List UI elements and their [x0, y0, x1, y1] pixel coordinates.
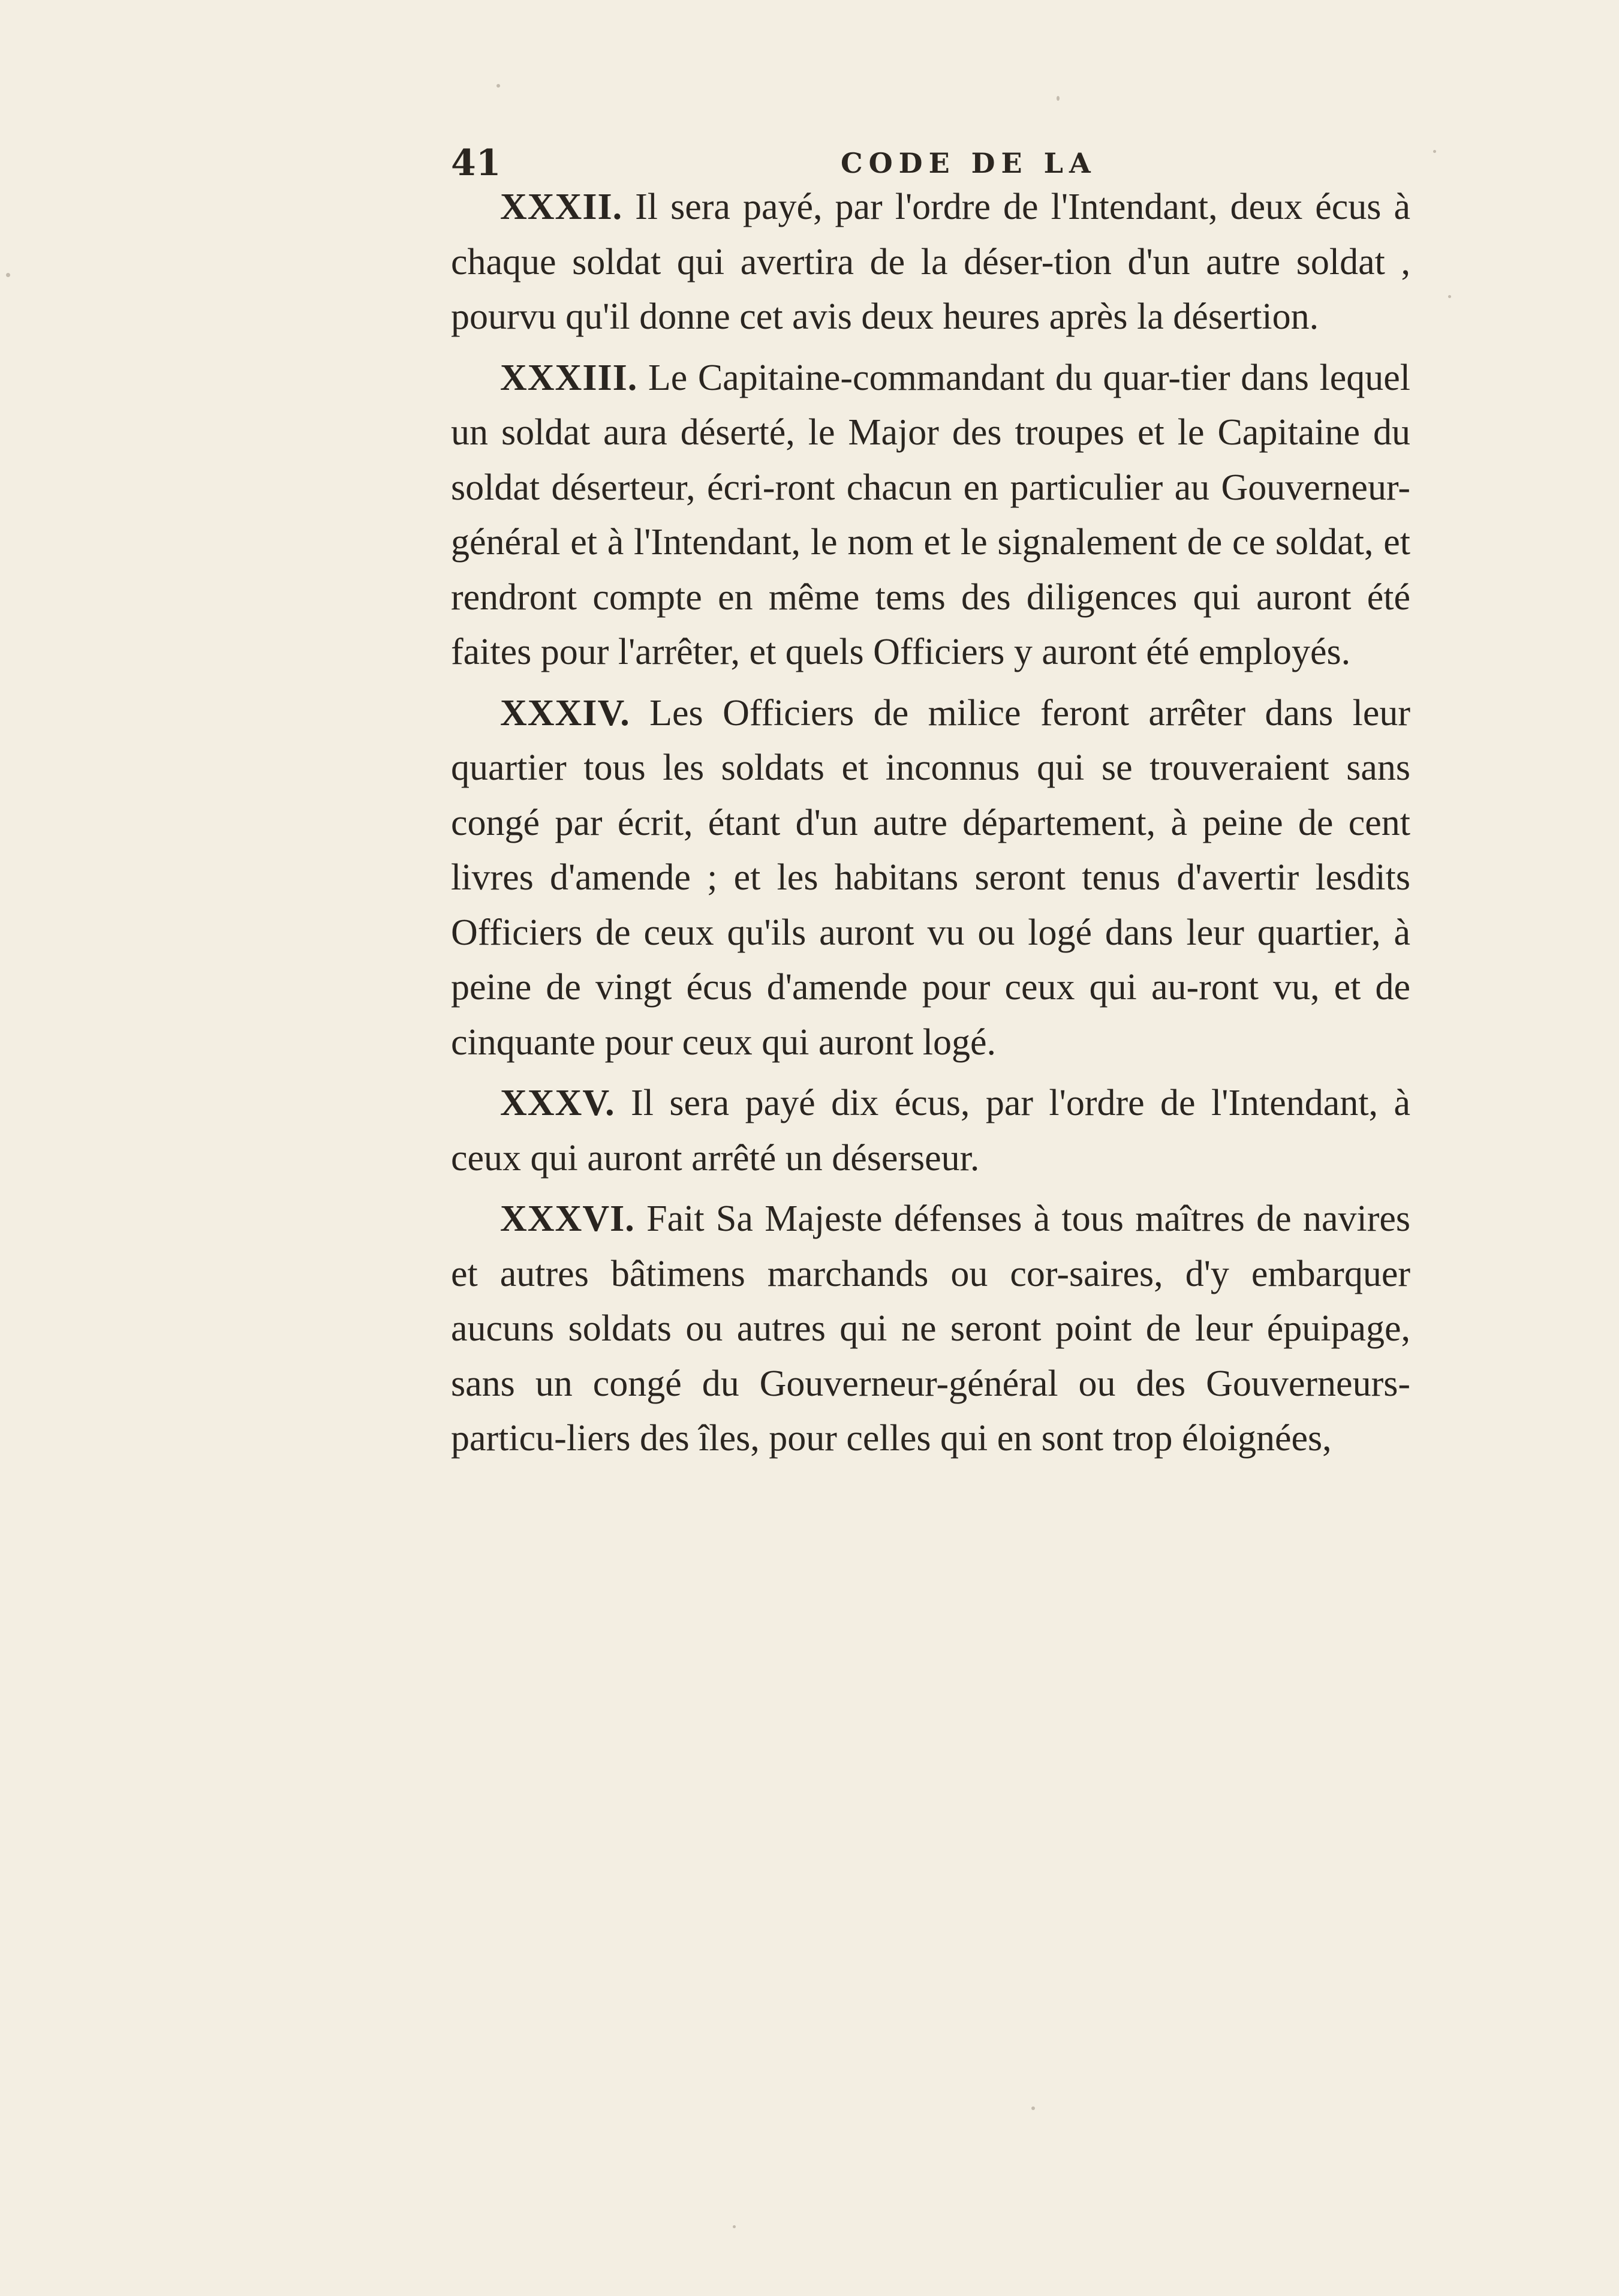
- text-body: [451, 180, 1410, 1472]
- running-head: CODE DE LA: [841, 147, 1097, 179]
- article-numeral: XXXVI.: [500, 1198, 635, 1239]
- article-paragraph: [451, 686, 1410, 1071]
- article-numeral: XXXIII.: [500, 357, 638, 398]
- article-paragraph: [451, 1192, 1410, 1466]
- article-paragraph: [451, 1076, 1410, 1186]
- article-text: Il sera payé dix écus, par l'ordre de l'Intendant, à ceux qui auront arrêté un déserseur.: [451, 1083, 1410, 1179]
- article-paragraph: [451, 351, 1410, 680]
- page-number: 41: [451, 142, 501, 184]
- paper-speck: [733, 2225, 736, 2228]
- article-numeral: XXXIV.: [500, 692, 630, 734]
- paper-speck: [496, 84, 500, 88]
- article-text: Les Officiers de milice feront arrêter dans leur quartier tous les soldats et inconnus qui se trouveraient sans congé par écrit, étant d'un autre département, à peine de cent livres d'amende ; et les habitans seront tenus d'avertir lesdits Officiers de ceux qu'ils auront vu ou logé dans leur quartier, à peine de vingt écus d'amende pour ceux qui au-ront vu, et de cinquante pour ceux qui auront logé.: [451, 692, 1411, 1063]
- article-numeral: XXXII.: [500, 187, 623, 227]
- article-text: Il sera payé, par l'ordre de l'Intendant, deux écus à chaque soldat qui avertira de la déser-tion d'un autre soldat , pourvu qu'il donne cet avis deux heures après la désertion.: [451, 187, 1410, 337]
- paper-speck: [1433, 150, 1436, 153]
- paper-speck: [1448, 295, 1451, 298]
- paper-speck: [1031, 2106, 1035, 2110]
- article-paragraph: [451, 180, 1410, 345]
- article-text: Fait Sa Majeste défenses à tous maîtres de navires et autres bâtimens marchands ou cor-saires, d'y embarquer aucuns soldats ou autres qui ne seront point de leur épuipage, sans un congé du Gouverneur-général ou des Gouverneurs-particu-liers des îles, pour celles qui en sont trop éloignées,: [451, 1198, 1411, 1459]
- article-numeral: XXXV.: [500, 1083, 615, 1123]
- paper-speck: [1057, 96, 1060, 101]
- paper-speck: [6, 273, 10, 277]
- article-text: Le Capitaine-commandant du quar-tier dans lequel un soldat aura déserté, le Major des troupes et le Capitaine du soldat déserteur, écri-ront chacun en particulier au Gouverneur-général et à l'Intendant, le nom et le signalement de ce soldat, et rendront compte en même tems des diligences qui auront été faites pour l'arrêter, et quels Officiers y auront été employés.: [451, 357, 1410, 672]
